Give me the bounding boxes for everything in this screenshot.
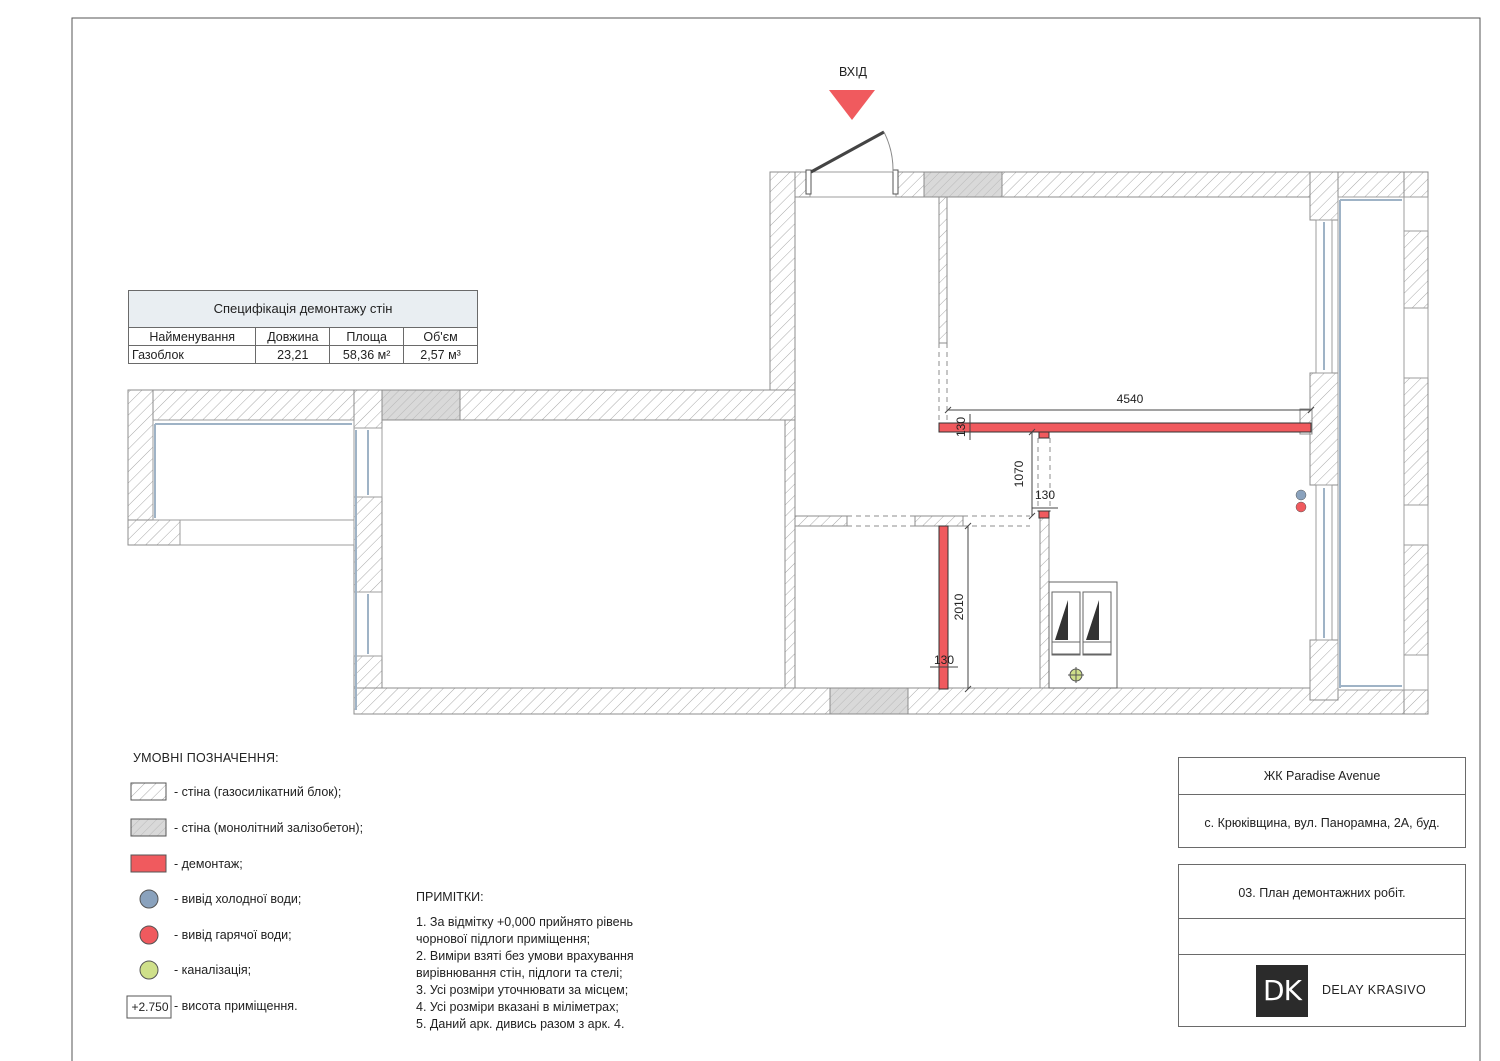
spec-cell-volume: 2,57 м³ <box>404 346 478 364</box>
spec-table <box>128 290 478 364</box>
dimension-2010: 2010 <box>952 593 966 621</box>
legend-item-demolition: - демонтаж; <box>174 857 243 871</box>
spec-cell-name: Газоблок <box>129 346 256 364</box>
legend-swatch-demolition <box>131 855 166 872</box>
demolition-stub-top <box>1039 432 1049 438</box>
notes-line: 5. Даний арк. дивись разом з арк. 4. <box>416 1017 625 1031</box>
demolition-wall-4540 <box>939 423 1311 432</box>
concrete-walls <box>382 172 1002 714</box>
sheet-title: 03. План демонтажних робіт. <box>1238 886 1406 900</box>
demolition-stub-bottom <box>1039 511 1049 518</box>
company-logo: DK <box>1256 965 1308 1017</box>
legend-item-height: - висота приміщення. <box>174 999 298 1013</box>
legend-swatch-block <box>131 783 166 800</box>
notes-line: 4. Усі розміри вказані в міліметрах; <box>416 1000 619 1014</box>
notes-title: ПРИМІТКИ: <box>416 890 484 904</box>
notes-line: чорнової підлоги приміщення; <box>416 932 591 946</box>
dimension-4540: 4540 <box>1116 392 1144 406</box>
dimension-lines <box>930 407 1314 692</box>
legend-item-cold-water: - вивід холодної води; <box>174 892 302 906</box>
project-address: с. Крюківщина, вул. Панорамна, 2А, буд. <box>1204 816 1440 830</box>
legend-item-sewage: - каналізація; <box>174 963 252 977</box>
entrance-label: ВХІД <box>838 65 868 79</box>
notes-line: 3. Усі розміри уточнювати за місцем; <box>416 983 629 997</box>
notes-line: 2. Виміри взяті без умови врахування <box>416 949 634 963</box>
spec-cell-area: 58,36 м² <box>330 346 404 364</box>
hot-water-outlet <box>1296 502 1306 512</box>
table-row <box>129 346 478 364</box>
sink-cabinet <box>1049 582 1117 688</box>
spec-col-volume: Об'єм <box>404 328 478 346</box>
legend-swatch-hot-water <box>140 926 158 944</box>
spec-col-name: Найменування <box>129 328 256 346</box>
dimension-130-c: 130 <box>933 653 955 667</box>
notes-line: вирівнювання стін, підлоги та стелі; <box>416 966 623 980</box>
entrance-arrow <box>829 90 875 120</box>
legend-swatch-concrete <box>131 819 166 836</box>
legend-item-concrete-wall: - стіна (монолітний залізобетон); <box>174 821 364 835</box>
cold-water-outlet <box>1296 490 1306 500</box>
dimension-130-a: 130 <box>954 416 968 438</box>
spec-col-area: Площа <box>330 328 404 346</box>
legend-height-tag: +2.750 <box>131 1000 169 1014</box>
legend-swatch-cold-water <box>140 890 158 908</box>
project-name: ЖК Paradise Avenue <box>1263 769 1381 783</box>
dimension-130-b: 130 <box>1034 488 1056 502</box>
title-block-sheet <box>1178 864 1466 1027</box>
notes <box>416 889 634 1033</box>
legend-swatch-sewage <box>140 961 158 979</box>
legend-item-hot-water: - вивід гарячої води; <box>174 928 292 942</box>
legend-title: УМОВНІ ПОЗНАЧЕННЯ: <box>133 751 279 765</box>
demolition-walls <box>939 423 1311 689</box>
company-name: DELAY KRASIVO <box>1322 983 1427 997</box>
legend-swatches <box>127 783 171 1018</box>
dimension-1070: 1070 <box>1012 460 1026 488</box>
openings <box>785 343 1050 526</box>
title-block-project <box>1178 757 1466 848</box>
spec-col-length: Довжина <box>256 328 330 346</box>
notes-line: 1. За відмітку +0,000 прийнято рівень <box>416 915 634 929</box>
spec-table-title: Специфікація демонтажу стін <box>129 291 478 328</box>
spec-cell-length: 23,21 <box>256 346 330 364</box>
legend-item-block-wall: - стіна (газосилікатний блок); <box>174 785 342 799</box>
